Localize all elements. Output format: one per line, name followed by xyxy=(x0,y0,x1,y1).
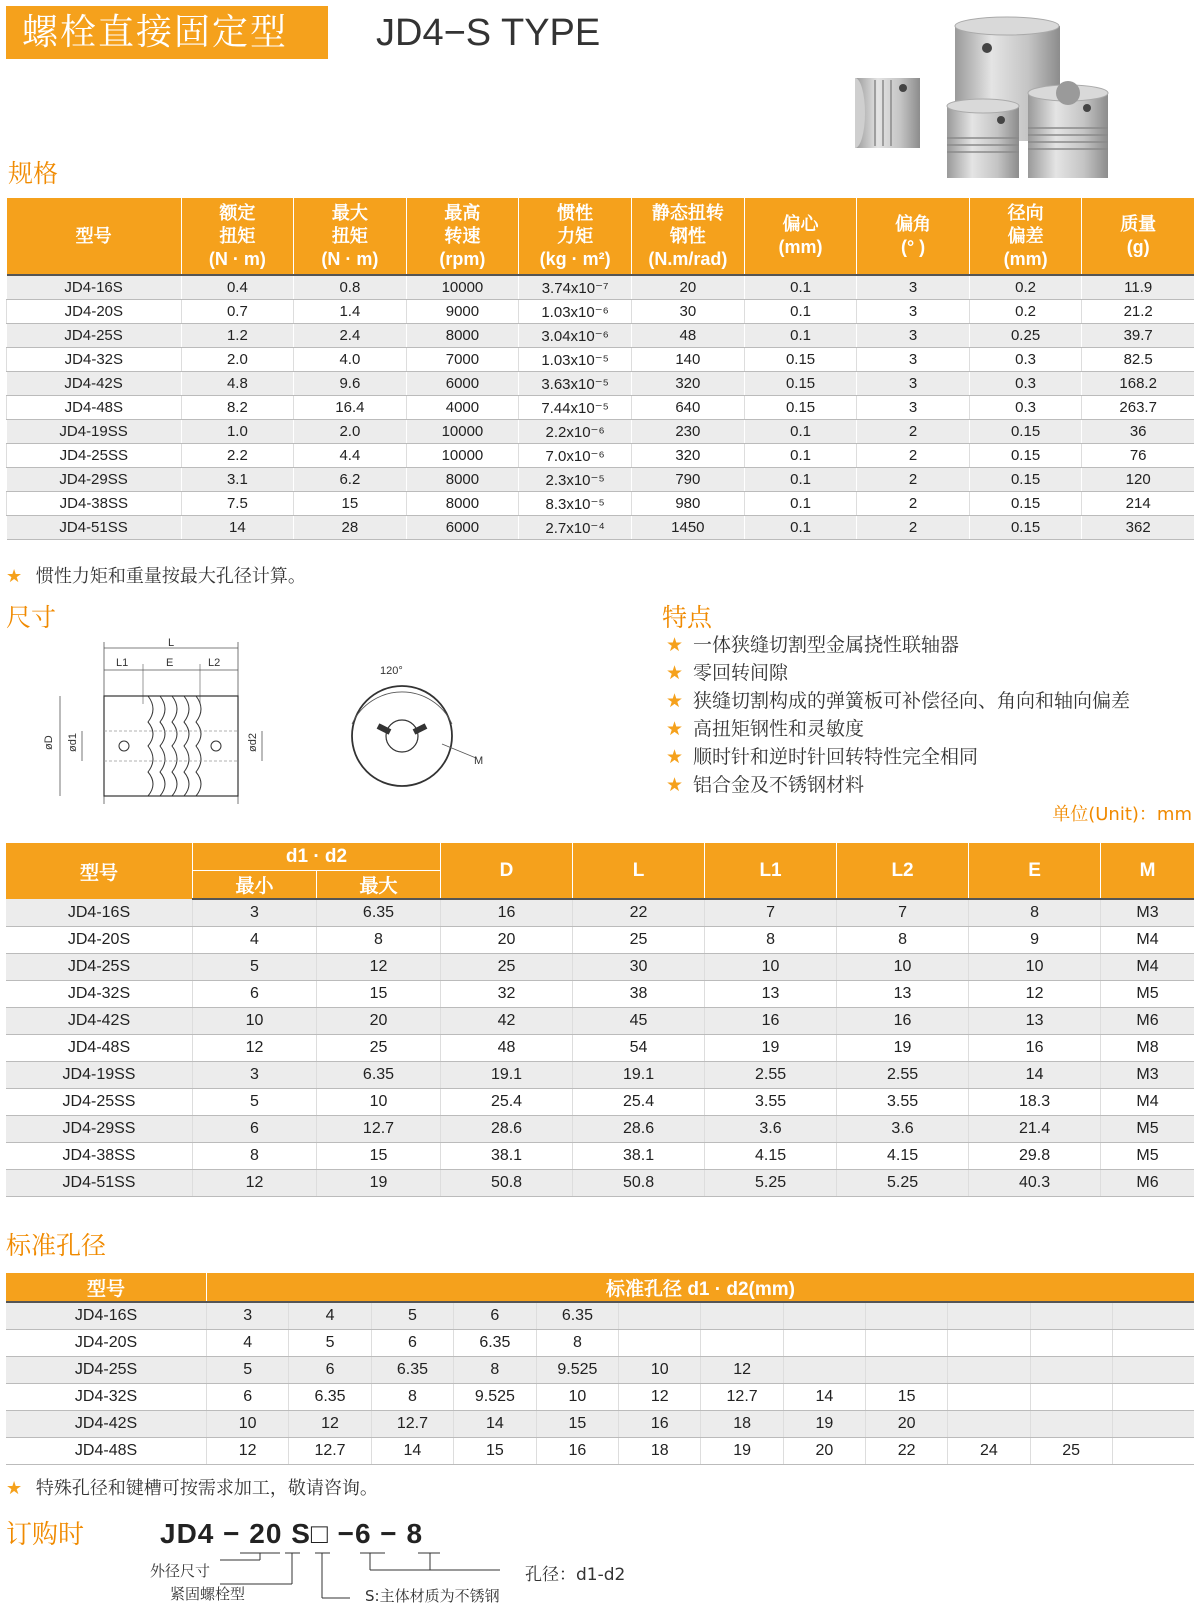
table-row: JD4-20S 4 5 6 6.35 8 xyxy=(6,1330,1194,1357)
spec-header-6: 偏心 (mm) xyxy=(744,198,857,275)
table-row: JD4-48S 8.2 16.4 4000 7.44x10⁻⁵ 640 0.15 3 0.3 263.7 xyxy=(7,396,1195,420)
star-icon: ★ xyxy=(666,662,684,684)
star-icon: ★ xyxy=(666,718,684,740)
section-dimensions: 尺寸 xyxy=(6,603,57,632)
order-code: JD4 − 20 S□ −6 − 8 xyxy=(160,1518,424,1549)
table-row: JD4-32S 6 15 32 38 13 13 12 M5 xyxy=(6,981,1194,1008)
spec-header-9: 质量 (g) xyxy=(1082,198,1194,275)
table-row: JD4-29SS 6 12.7 28.6 28.6 3.6 3.6 21.4 M5 xyxy=(6,1116,1194,1143)
label-outer-diameter: 外径尺寸 xyxy=(150,1562,211,1580)
table-row: JD4-38SS 8 15 38.1 38.1 4.15 4.15 29.8 M5 xyxy=(6,1143,1194,1170)
star-icon: ★ xyxy=(666,634,684,656)
label-d1: ød1 xyxy=(67,733,79,752)
star-icon: ★ xyxy=(666,774,684,796)
section-features: 特点 xyxy=(662,603,713,632)
feature-item: ★ 顺时针和逆时针回转特性完全相同 xyxy=(666,746,979,768)
spec-table xyxy=(6,198,1194,540)
label-L1: L1 xyxy=(116,657,129,669)
star-icon: ★ xyxy=(666,690,684,712)
table-row: JD4-51SS 12 19 50.8 50.8 5.25 5.25 40.3 M6 xyxy=(6,1170,1194,1197)
product-photo xyxy=(855,8,1155,183)
unit-label: 单位(Unit)：mm xyxy=(1052,804,1192,825)
table-row: JD4-25S 5 12 25 30 10 10 10 M4 xyxy=(6,954,1194,981)
label-angle: 120° xyxy=(380,665,403,677)
spec-header-4: 惯性 力矩 (kg · m²) xyxy=(519,198,632,275)
label-d2: ød2 xyxy=(247,733,259,752)
table-row: JD4-16S 0.4 0.8 10000 3.74x10⁻⁷ 20 0.1 3 0.2 11.9 xyxy=(7,275,1195,300)
section-order: 订购时 xyxy=(6,1520,85,1550)
label-L: L xyxy=(168,637,175,649)
spec-header-3: 最高 转速 (rpm) xyxy=(406,198,519,275)
spec-header-1: 额定 扭矩 (N · m) xyxy=(181,198,293,275)
table-row: JD4-20S 0.7 1.4 9000 1.03x10⁻⁶ 30 0.1 3 0.2 21.2 xyxy=(7,300,1195,324)
spec-header-0: 型号 xyxy=(7,198,182,275)
spec-header-5: 静态扭转 钢性 (N.m/rad) xyxy=(631,198,744,275)
note-inertia: ★ 惯性力矩和重量按最大孔径计算。 xyxy=(6,566,306,587)
table-row: JD4-16S 3 6.35 16 22 7 7 8 M3 xyxy=(6,899,1194,927)
label-L2: L2 xyxy=(208,657,221,669)
label-bolt-type: 紧固螺栓型 xyxy=(170,1585,246,1603)
label-D: øD xyxy=(43,735,55,750)
table-row: JD4-20S 4 8 20 25 8 8 9 M4 xyxy=(6,927,1194,954)
dimension-table: 型号 d1 · d2 D L L1 L2 E M 最小 最大 JD4-16S 3 6.35 16 22 7 7 8 M3 JD4-20S 4 8 20 25 8 8 9 M4 JD4-25S 5 12 25 30 10 10 10 M4 JD4-32S 6 15 32 38 13 13 12 M5 JD4-42S 10 20 42 45 16 16 13 M6 JD4-48S 12 25 48 54 19 19 16 M8 JD4-19SS 3 6.35 19.1 19.1 2.55 2.55 14 M3 JD4-25SS 5 10 25.4 25.4 3.55 3.55 18.3 M4 JD4-29SS 6 12.7 28.6 28.6 3.6 3.6 21.4 M5 JD4-38SS 8 15 38.1 38.1 4.15 4.15 29.8 M5 JD4-51SS 12 19 50.8 50.8 5.25 5.25 40.3 M6 xyxy=(6,843,1194,1197)
table-row: JD4-19SS 3 6.35 19.1 19.1 2.55 2.55 14 M3 xyxy=(6,1062,1194,1089)
feature-item: ★ 高扭矩钢性和灵敏度 xyxy=(666,718,865,740)
table-row: JD4-48S 12 25 48 54 19 19 16 M8 xyxy=(6,1035,1194,1062)
table-row: JD4-25S 5 6 6.35 8 9.525 10 12 xyxy=(6,1357,1194,1384)
table-row: JD4-25SS 5 10 25.4 25.4 3.55 3.55 18.3 M4 xyxy=(6,1089,1194,1116)
table-row: JD4-51SS 14 28 6000 2.7x10⁻⁴ 1450 0.1 2 0.15 362 xyxy=(7,516,1195,540)
table-row: JD4-32S 2.0 4.0 7000 1.03x10⁻⁵ 140 0.15 3 0.3 82.5 xyxy=(7,348,1195,372)
spec-header-7: 偏角 (° ) xyxy=(857,198,969,275)
label-M: M xyxy=(474,755,484,767)
feature-item: ★ 铝合金及不锈钢材料 xyxy=(666,774,865,796)
label-material: S:主体材质为不锈钢 xyxy=(365,1587,500,1605)
table-row: JD4-48S 12 12.7 14 15 16 18 19 20 22 24 25 xyxy=(6,1438,1194,1465)
spec-header-2: 最大 扭矩 (N · m) xyxy=(294,198,407,275)
table-row: JD4-25S 1.2 2.4 8000 3.04x10⁻⁶ 48 0.1 3 0.25 39.7 xyxy=(7,324,1195,348)
feature-item: ★ 零回转间隙 xyxy=(666,662,789,684)
table-row: JD4-42S 4.8 9.6 6000 3.63x10⁻⁵ 320 0.15 3 0.3 168.2 xyxy=(7,372,1195,396)
type-title: JD4−S TYPE xyxy=(376,12,601,54)
table-row: JD4-42S 10 12 12.7 14 15 16 18 19 20 xyxy=(6,1411,1194,1438)
star-icon: ★ xyxy=(666,746,684,768)
table-row: JD4-42S 10 20 42 45 16 16 13 M6 xyxy=(6,1008,1194,1035)
table-row: JD4-32S 6 6.35 8 9.525 10 12 12.7 14 15 xyxy=(6,1384,1194,1411)
spec-header-8: 径向 偏差 (mm) xyxy=(969,198,1082,275)
section-spec: 规格 xyxy=(8,159,59,188)
table-row: JD4-16S 3 4 5 6 6.35 xyxy=(6,1302,1194,1330)
label-bore: 孔径：d1-d2 xyxy=(525,1565,626,1585)
page-title: 螺栓直接固定型 xyxy=(6,6,328,59)
label-E: E xyxy=(166,657,174,669)
star-icon: ★ xyxy=(6,566,23,587)
table-row: JD4-19SS 1.0 2.0 10000 2.2x10⁻⁶ 230 0.1 2 0.15 36 xyxy=(7,420,1195,444)
bore-table: 型号 标准孔径 d1 · d2(mm) JD4-16S 3 4 5 6 6.35 JD4-20S 4 5 6 6.35 8 JD4-25S 5 6 6.35 8 9.525 10 12 JD4-32S 6 6.35 8 9.525 10 12 12.7 14 15 JD4-42S 10 12 12.7 14 15 16 18 19 20 JD4-48S 12 12.7 14 15 16 18 19 20 22 24 25 xyxy=(6,1273,1194,1465)
feature-item: ★ 狭缝切割构成的弹簧板可补偿径向、角向和轴向偏差 xyxy=(666,690,1131,712)
table-row: JD4-29SS 3.1 6.2 8000 2.3x10⁻⁵ 790 0.1 2 0.15 120 xyxy=(7,468,1195,492)
note-special: ★ 特殊孔径和键槽可按需求加工，敬请咨询。 xyxy=(6,1478,378,1499)
feature-item: ★ 一体狭缝切割型金属挠性联轴器 xyxy=(666,634,960,656)
table-row: JD4-25SS 2.2 4.4 10000 7.0x10⁻⁶ 320 0.1 2 0.15 76 xyxy=(7,444,1195,468)
dimension-drawing xyxy=(40,634,520,824)
section-standard-bore: 标准孔径 xyxy=(6,1231,107,1260)
table-row: JD4-38SS 7.5 15 8000 8.3x10⁻⁵ 980 0.1 2 0.15 214 xyxy=(7,492,1195,516)
star-icon: ★ xyxy=(6,1478,23,1499)
